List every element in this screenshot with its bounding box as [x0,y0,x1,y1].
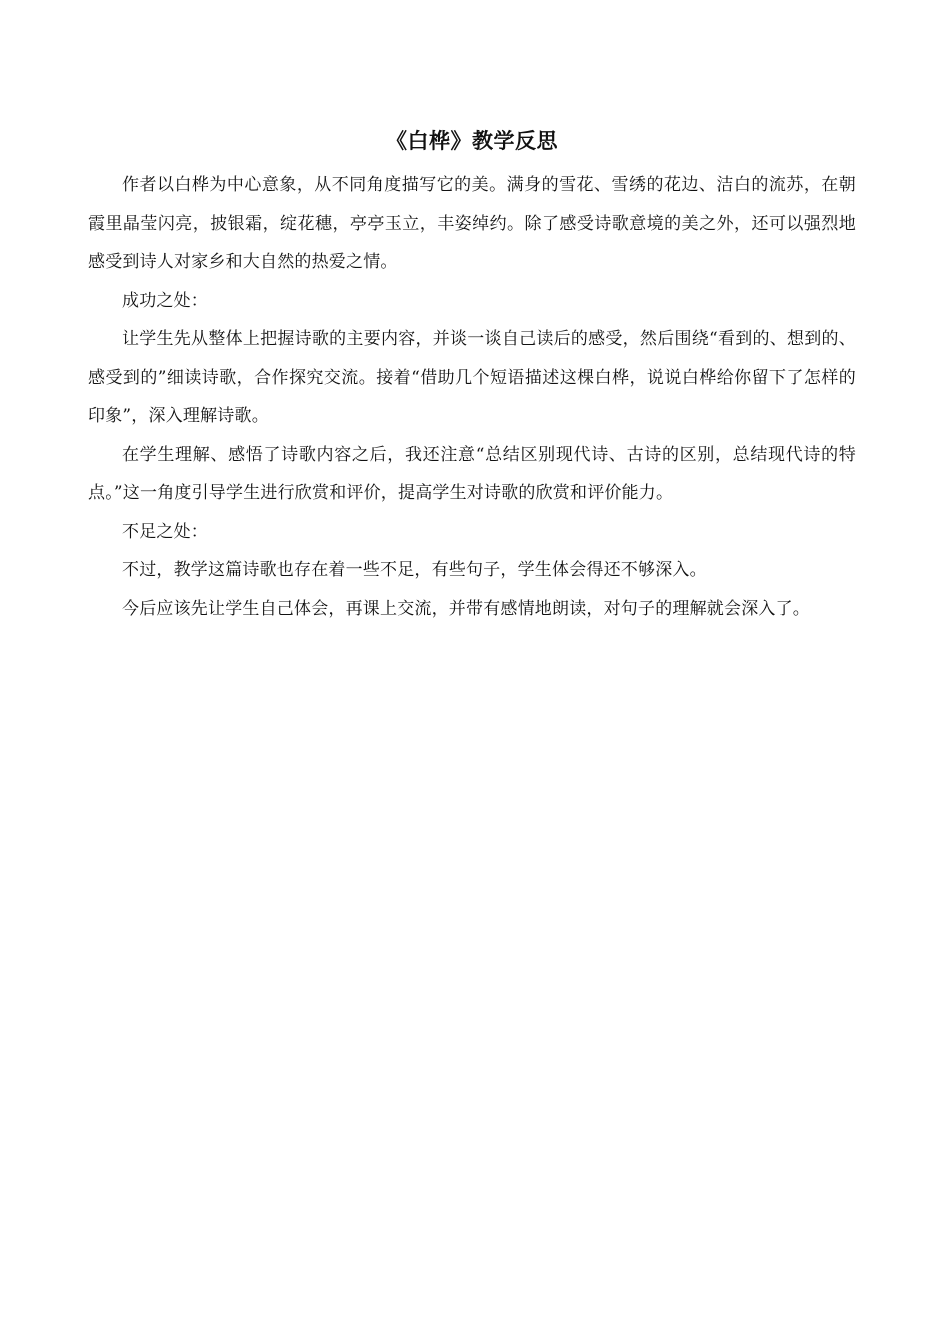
paragraph-improvement: 今后应该先让学生自己体会，再课上交流，并带有感情地朗读，对句子的理解就会深入了。 [122,598,810,619]
paragraph-success-method: 让学生先从整体上把握诗歌的主要内容，并谈一谈自己读后的感受，然后围绕“看到的、想到的、感受到的”细读诗歌，合作探究交流。接着“借助几个短语描述这棵白桦，说说白桦给你留下了怎样的印象”，深入理解诗歌。 [88,329,856,426]
paragraph-shortcoming-heading: 不足之处： [122,521,208,542]
paragraph-success-heading: 成功之处： [122,290,208,311]
paragraph-success-comparison: 在学生理解、感悟了诗歌内容之后，我还注意“总结区别现代诗、古诗的区别，总结现代诗的特点。”这一角度引导学生进行欣赏和评价，提高学生对诗歌的欣赏和评价能力。 [88,444,856,503]
paragraph-shortcoming: 不过，教学这篇诗歌也存在着一些不足，有些句子，学生体会得还不够深入。 [122,560,707,580]
document-title: 《白桦》教学反思 [386,129,558,153]
paragraph-intro: 作者以白桦为中心意象，从不同角度描写它的美。满身的雪花、雪绣的花边、洁白的流苏，在朝霞里晶莹闪亮，披银霜，绽花穗，亭亭玉立，丰姿绰约。除了感受诗歌意境的美之外，还可以强烈地感受到诗人对家乡和大自然的热爱之情。 [88,175,856,272]
document-body [88,122,856,628]
